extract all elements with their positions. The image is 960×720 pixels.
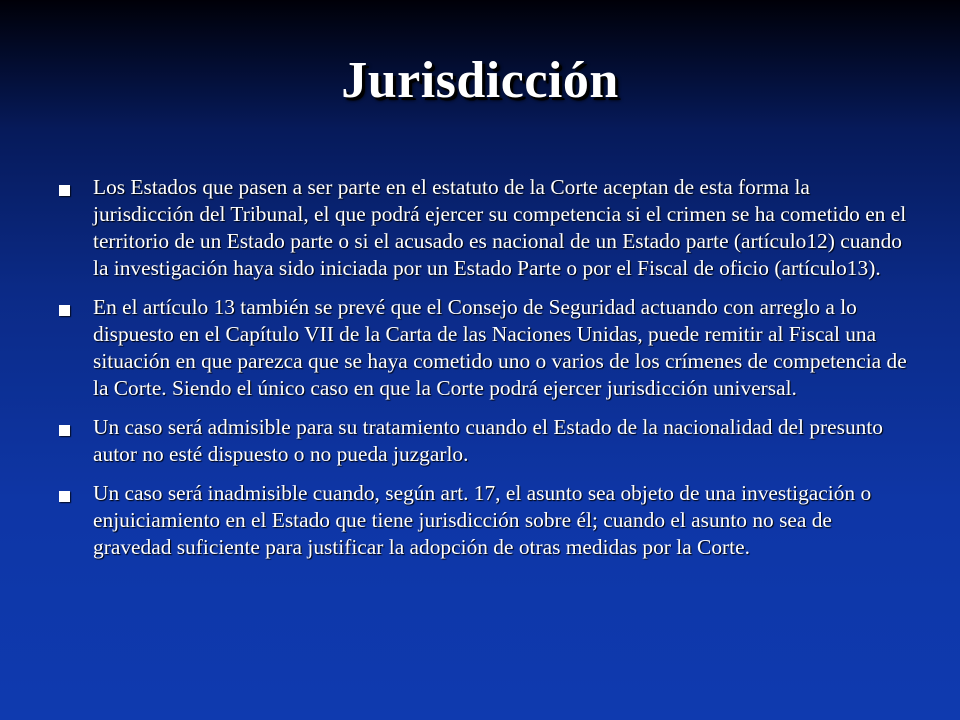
square-bullet-icon <box>59 185 70 196</box>
bullet-list <box>59 174 914 573</box>
slide-title: Jurisdicción <box>341 52 619 109</box>
bullet-text: En el artículo 13 también se prevé que el Consejo de Seguridad actuando con arreglo a lo dispuesto en el Capítulo VII de la Carta de las Naciones Unidas, puede remitir al Fiscal una situación en que parezca que se haya cometido uno o varios de los crímenes de competencia de la Corte. Siendo el único caso en que la Corte podrá ejercer jurisdicción universal. <box>93 295 907 400</box>
square-bullet-icon <box>59 491 70 502</box>
bullet-text: Un caso será inadmisible cuando, según art. 17, el asunto sea objeto de una investigación o enjuiciamiento en el Estado que tiene jurisdicción sobre él; cuando el asunto no sea de gravedad suficiente para justificar la adopción de otras medidas por la Corte. <box>93 481 872 559</box>
bullet-text: Un caso será admisible para su tratamiento cuando el Estado de la nacionalidad del presunto autor no esté dispuesto o no pueda juzgarlo. <box>93 415 883 466</box>
bullet-item <box>59 480 914 561</box>
bullet-text: Los Estados que pasen a ser parte en el estatuto de la Corte aceptan de esta forma la jurisdicción del Tribunal, el que podrá ejercer su competencia si el crimen se ha cometido en el territorio de un Estado parte o si el acusado es nacional de un Estado parte (artículo12) cuando la investigación haya sido iniciada por un Estado Parte o por el Fiscal de oficio (artículo13). <box>93 175 907 280</box>
bullet-item <box>59 294 914 402</box>
bullet-item <box>59 414 914 468</box>
bullet-item <box>59 174 914 282</box>
square-bullet-icon <box>59 305 70 316</box>
square-bullet-icon <box>59 425 70 436</box>
